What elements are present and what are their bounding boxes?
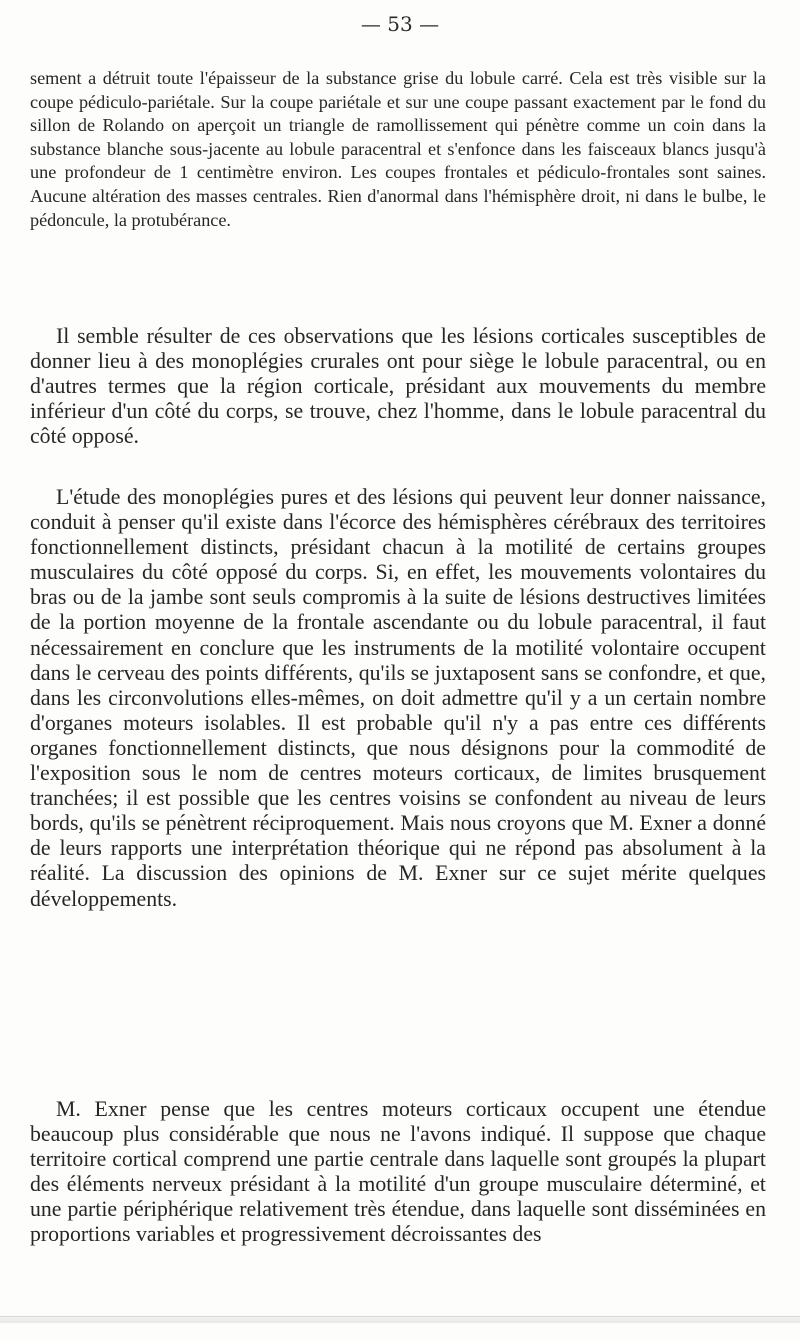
- paragraph-case-description: sement a détruit toute l'épaisseur de la substance grise du lobule carré. Cela est très visible sur la coupe pédiculo-pariétale. Sur la coupe pariétale et sur une coupe passant exactement par le fond du sillon de Rolando on aperçoit un triangle de ramollissement qui pénètre comme un coin dans la substance blanche sous-jacente au lobule paracentral et s'enfonce dans les faisceaux blancs jusqu'à une profondeur de 1 centimètre environ. Les coupes frontales et pédiculo-frontales sont saines. Aucune altération des masses centrales. Rien d'anormal dans l'hémisphère droit, ni dans le bulbe, le pédoncule, la protubérance.: [30, 68, 766, 230]
- paragraph-motor-centers: L'étude des monoplégies pures et des lésions qui peuvent leur donner naissance, conduit à penser qu'il existe dans l'écorce des hémisphères cérébraux des territoires fonctionnellement distincts, présidant chacun à la motilité de certains groupes musculaires du côté opposé du corps. Si, en effet, les mouvements volontaires du bras ou de la jambe sont seuls compromis à la suite de lésions destructives limitées de la portion moyenne de la frontale ascendante ou du lobule paracentral, il faut nécessairement en conclure que les instruments de la motilité volontaire occupent dans le cerveau des points différents, qu'ils se juxtaposent sans se confondre, et que, dans les circonvolutions elles-mêmes, on doit admettre qu'il y a un certain nombre d'organes moteurs isolables. Il est probable qu'il n'y a pas entre ces différents organes fonctionnellement distincts, que nous désignons pour la commodité de l'exposition sous le nom de centres moteurs corticaux, de limites brusquement tranchées; il est possible que les centres voisins se confondent au niveau de leurs bords, qu'ils se pénètrent réciproquement. Mais nous croyons que M. Exner a donné de leurs rapports une interprétation théorique qui ne répond pas absolument à la réalité. La discussion des opinions de M. Exner sur ce sujet mérite quelques développements.: [30, 485, 766, 911]
- page-bottom-edge: [0, 1316, 800, 1323]
- paragraph-conclusion: Il semble résulter de ces observations que les lésions corticales susceptibles de donner lieu à des monoplégies crurales ont pour siège le lobule paracentral, ou en d'autres termes que la région corticale, présidant aux mouvements du membre inférieur d'un côté du corps, se trouve, chez l'homme, dans le lobule paracentral du côté opposé.: [30, 324, 766, 449]
- paragraph-exner-theory: M. Exner pense que les centres moteurs corticaux occupent une étendue beaucoup plus considérable que nous ne l'avons indiqué. Il suppose que chaque territoire cortical comprend une partie centrale dans laquelle sont groupés la plupart des éléments nerveux présidant à la motilité d'un groupe musculaire déterminé, et une partie périphérique relativement très étendue, dans laquelle sont disséminées en proportions variables et progressivement décroissantes des: [30, 1097, 766, 1247]
- page-number: — 53 —: [360, 12, 440, 36]
